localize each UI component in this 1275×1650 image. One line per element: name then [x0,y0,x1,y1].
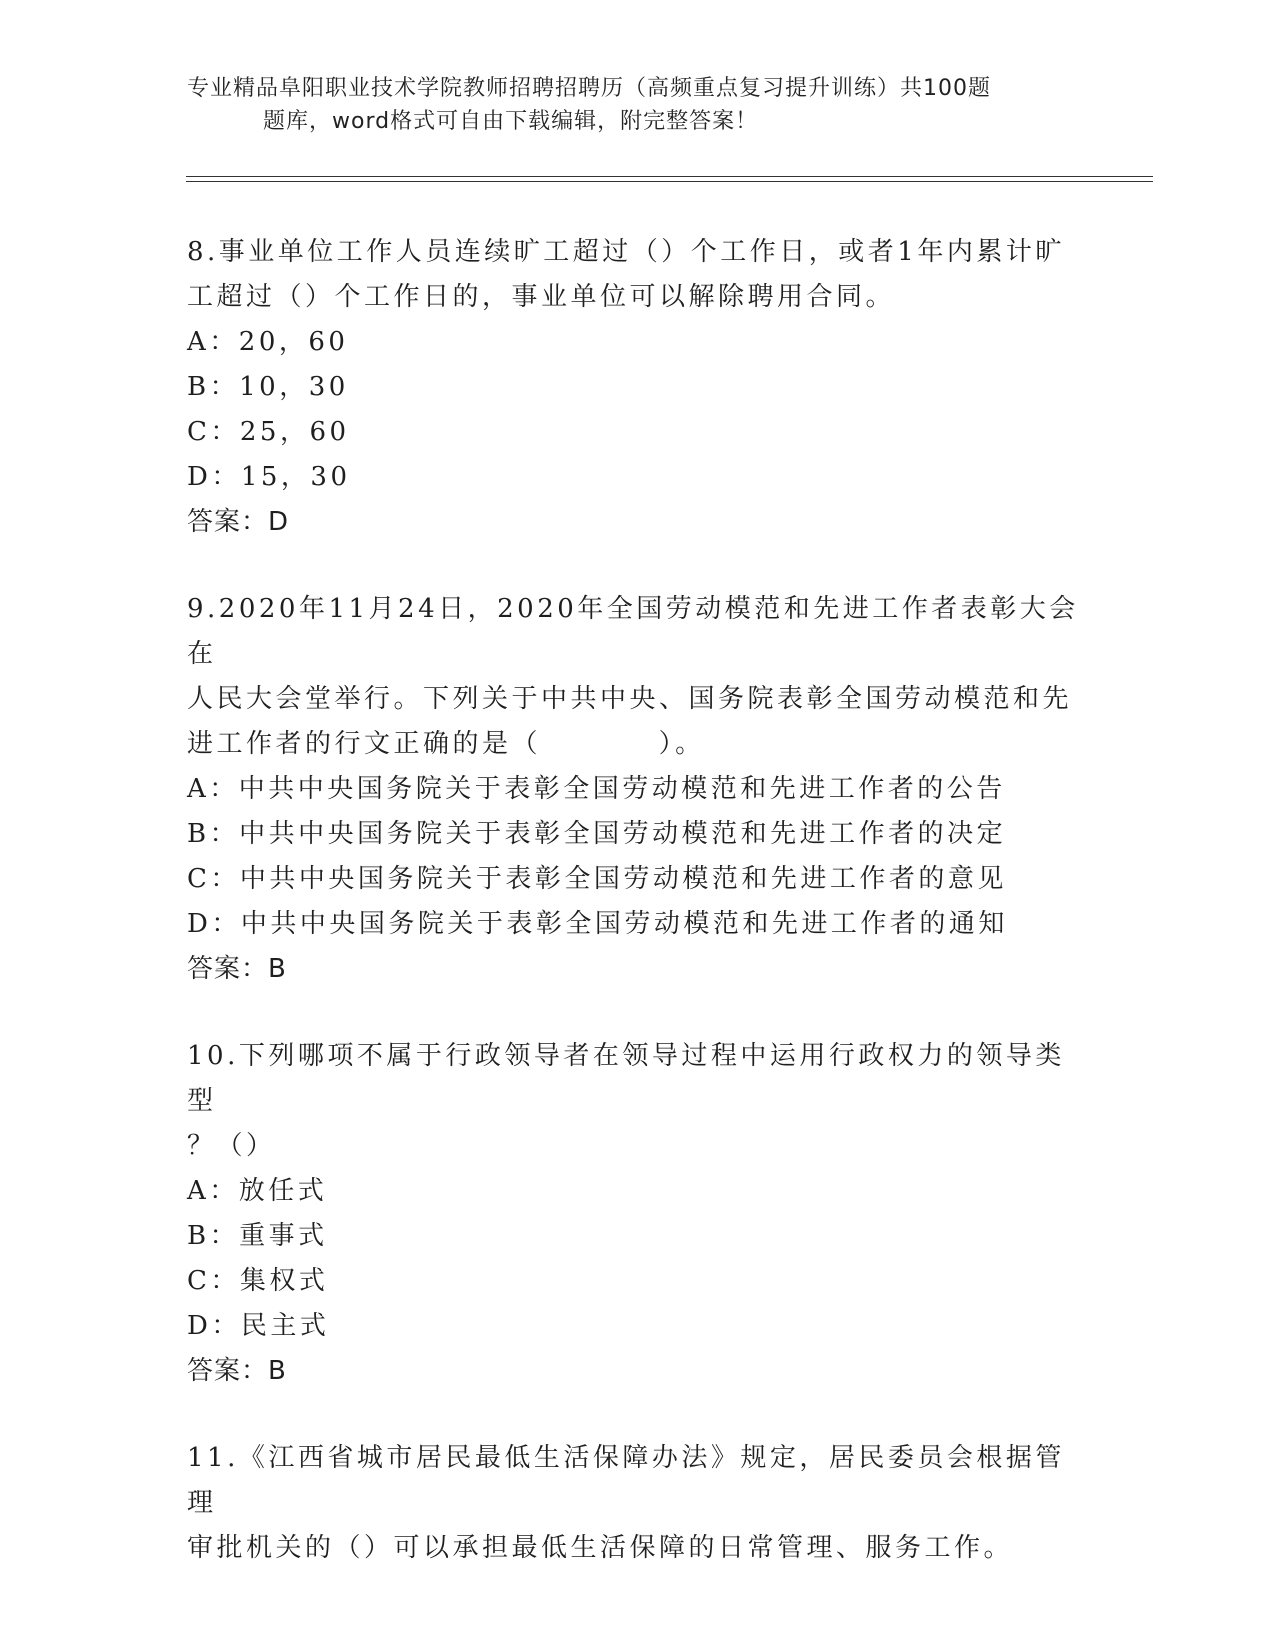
document-header [187,72,1087,138]
option-a: A：20，60 [187,327,349,357]
option-a: A：中共中央国务院关于表彰全国劳动模范和先进工作者的公告 [187,774,1006,804]
option-c: C：中共中央国务院关于表彰全国劳动模范和先进工作者的意见 [187,864,1007,894]
option-d: D：民主式 [187,1311,330,1341]
question-text-line: 审批机关的（）可以承担最低生活保障的日常管理、服务工作。 [187,1533,1014,1563]
header-title-line1: 专业精品阜阳职业技术学院教师招聘招聘历（高频重点复习提升训练）共100题 [187,76,991,101]
question-text-line: 10.下列哪项不属于行政领导者在领导过程中运用行政权力的领导类型 [187,1041,1065,1116]
option-a: A：放任式 [187,1176,328,1206]
header-title-line2: 题库，word格式可自由下载编辑，附完整答案！ [263,109,759,134]
question-text-line: 工超过（）个工作日的，事业单位可以解除聘用合同。 [187,282,896,312]
header-divider-bottom [186,181,1153,182]
question-text-line: ？（） [187,1131,276,1161]
question-list [187,230,1087,1613]
question-text-line: 人民大会堂举行。下列关于中共中央、国务院表彰全国劳动模范和先 [187,684,1073,714]
answer-label: 答案：D [187,507,290,537]
header-divider-top [186,176,1153,177]
question-text-line: 11.《江西省城市居民最低生活保障办法》规定，居民委员会根据管理 [187,1443,1065,1518]
option-d: D：15，30 [187,462,351,492]
answer-label: 答案：B [187,1356,287,1386]
answer-label: 答案：B [187,954,287,984]
question-10 [187,1034,1087,1394]
question-9 [187,587,1087,992]
question-text-line: 8.事业单位工作人员连续旷工超过（）个工作日，或者1年内累计旷 [187,237,1065,267]
option-d: D：中共中央国务院关于表彰全国劳动模范和先进工作者的通知 [187,909,1008,939]
option-b: B：10，30 [187,372,349,402]
option-c: C：集权式 [187,1266,329,1296]
question-text-line: 9.2020年11月24日，2020年全国劳动模范和先进工作者表彰大会在 [187,594,1079,669]
question-text-line: 进工作者的行文正确的是（ ）。 [187,729,705,759]
question-8 [187,230,1087,545]
option-b: B：重事式 [187,1221,328,1251]
option-c: C：25，60 [187,417,350,447]
option-b: B：中共中央国务院关于表彰全国劳动模范和先进工作者的决定 [187,819,1007,849]
question-11 [187,1436,1087,1571]
